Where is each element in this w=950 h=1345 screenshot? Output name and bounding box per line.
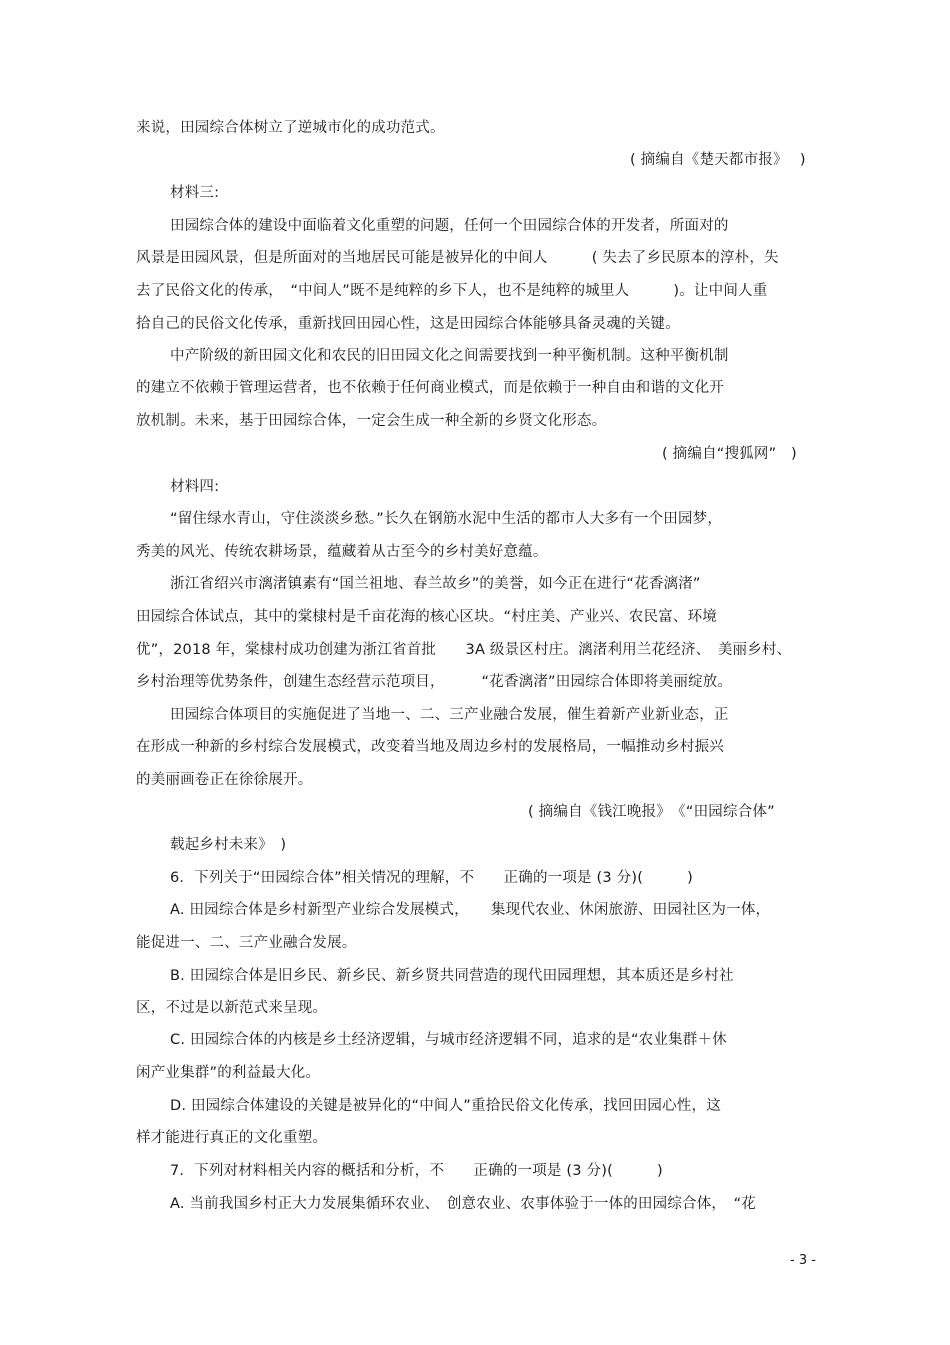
option-a: A. 当前我国乡村正大力发展集循环农业、 创意农业、农事体验于一体的田园综合体， “花 (170, 1196, 756, 1212)
section-heading: 材料三: (170, 185, 220, 201)
text-line: 闲产业集群”的利益最大化。 (136, 1065, 321, 1081)
source-citation: ( 摘编自《钱江晚报》 《“田园综合体” (528, 804, 775, 820)
text-line: 能促进一、二、三产业融合发展。 (136, 935, 357, 951)
page-number: - 3 - (790, 1253, 816, 1268)
text-line: 样才能进行真正的文化重塑。 (136, 1130, 328, 1146)
text-line: 来说，田园综合体树立了逆城市化的成功范式。 (136, 120, 445, 136)
text-line: 乡村治理等优势条件，创建生态经营示范项目， “花香漓渚”田园综合体即将美丽绽放。 (136, 674, 733, 690)
text-line: 拾自己的民俗文化传承，重新找回田园心性，这是田园综合体能够具备灵魂的关键。 (136, 316, 680, 332)
text-line: 浙江省绍兴市漓渚镇素有“国兰祖地、春兰故乡”的美誉，如今正在进行“花香漓渚” (170, 576, 701, 592)
text-line: 风景是田园风景，但是所面对的当地居民可能是被异化的中间人 ( 失去了乡民原本的淳朴，失 (136, 250, 779, 266)
source-citation: 载起乡村未来》 ) (170, 837, 287, 853)
section-heading: 材料四: (170, 479, 220, 495)
text-line: 秀美的风光、传统农耕场景，蕴藏着从古至今的乡村美好意蕴。 (136, 544, 548, 560)
text-line: 田园综合体试点，其中的棠棣村是千亩花海的核心区块。“村庄美、产业兴、农民富、环境 (136, 609, 718, 625)
question-7: 7．下列对材料相关内容的概括和分析，不 正确的一项是 (3 分)( ) (170, 1163, 663, 1179)
option-c: C. 田园综合体的内核是乡土经济逻辑，与城市经济逻辑不同，追求的是“农业集群＋休 (170, 1032, 727, 1048)
text-line: 田园综合体的建设中面临着文化重塑的问题，任何一个田园综合体的开发者，所面对的 (170, 218, 729, 234)
text-line: 优”，2018 年，棠棣村成功创建为浙江省首批 3A 级景区村庄。漓渚利用兰花经济、 美丽乡村、 (136, 642, 792, 658)
source-citation: ( 摘编自《楚天都市报》 ) (630, 152, 806, 168)
question-6: 6．下列关于“田园综合体”相关情况的理解，不 正确的一项是 (3 分)( ) (170, 870, 694, 886)
text-line: 去了民俗文化的传承， “中间人”既不是纯粹的乡下人，也不是纯粹的城里人 )。让中间人重 (136, 283, 768, 299)
text-line: “留住绿水青山，守住淡淡乡愁。”长久在钢筋水泥中生活的都市人大多有一个田园梦， (170, 511, 723, 527)
text-line: 的建立不依赖于管理运营者，也不依赖于任何商业模式，而是依赖于一种自由和谐的文化开 (136, 380, 724, 396)
text-line: 放机制。未来，基于田园综合体，一定会生成一种全新的乡贤文化形态。 (136, 413, 607, 429)
text-line: 中产阶级的新田园文化和农民的旧田园文化之间需要找到一种平衡机制。这种平衡机制 (170, 348, 729, 364)
option-a: A. 田园综合体是乡村新型产业综合发展模式， 集现代农业、休闲旅游、田园社区为一体， (170, 902, 771, 918)
option-b: B. 田园综合体是旧乡民、新乡民、新乡贤共同营造的现代田园理想，其本质还是乡村社 (170, 968, 734, 984)
text-line: 在形成一种新的乡村综合发展模式，改变着当地及周边乡村的发展格局，一幅推动乡村振兴 (136, 739, 724, 755)
option-d: D. 田园综合体建设的关键是被异化的“中间人”重拾民俗文化传承，找回田园心性，这 (170, 1098, 721, 1114)
text-line: 的美丽画卷正在徐徐展开。 (136, 772, 313, 788)
source-citation: ( 摘编自“搜狐网” ) (662, 446, 797, 462)
text-line: 田园综合体项目的实施促进了当地一、二、三产业融合发展，催生着新产业新业态，正 (170, 707, 729, 723)
text-line: 区，不过是以新范式来呈现。 (136, 1000, 328, 1016)
